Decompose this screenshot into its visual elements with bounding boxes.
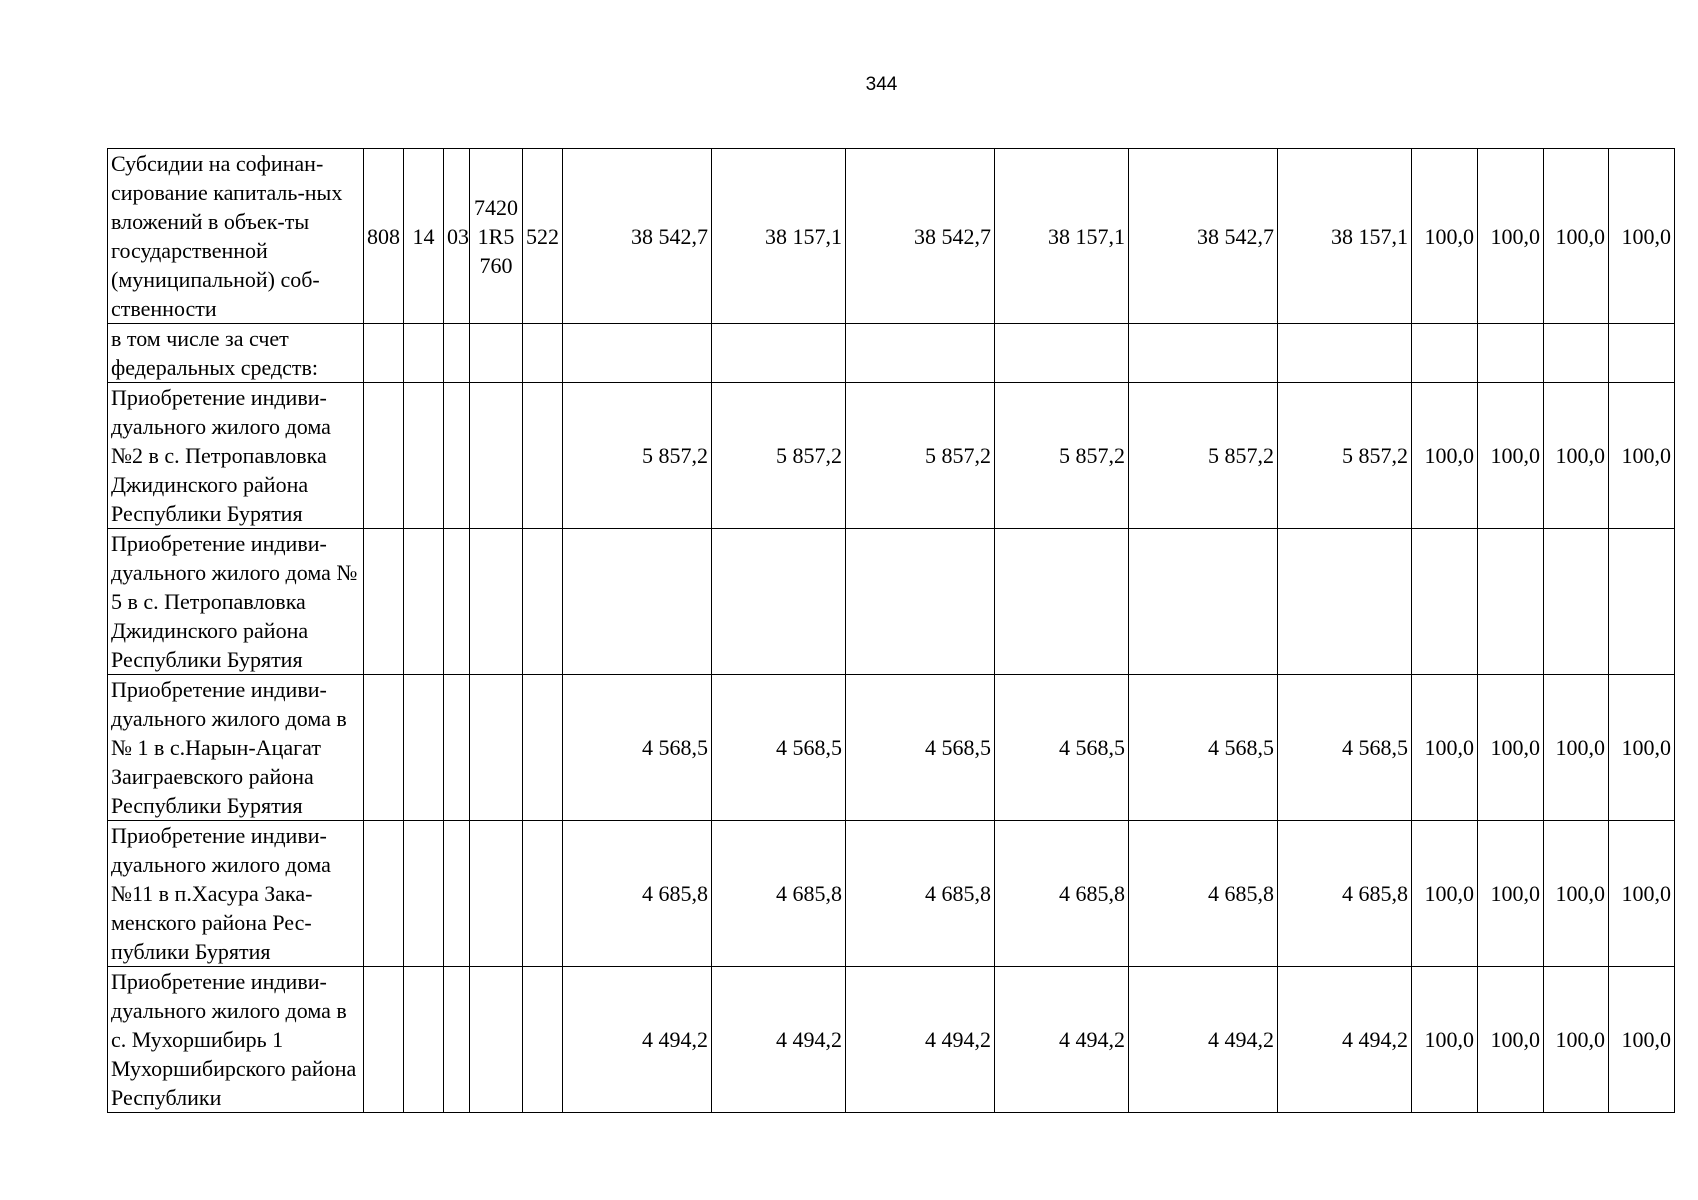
code-subsection: 03 <box>444 149 470 324</box>
code-target-article <box>470 967 523 1113</box>
value-cell: 4 685,8 <box>563 821 712 967</box>
code-expense-type <box>523 675 563 821</box>
percent-cell: 100,0 <box>1412 967 1478 1113</box>
code-section <box>404 675 444 821</box>
code-ministry <box>364 967 404 1113</box>
code-ministry <box>364 529 404 675</box>
code-expense-type <box>523 383 563 529</box>
percent-cell <box>1544 529 1609 675</box>
budget-table <box>107 148 1675 1113</box>
code-subsection <box>444 383 470 529</box>
value-cell: 4 685,8 <box>846 821 995 967</box>
value-cell: 4 685,8 <box>1278 821 1412 967</box>
value-cell: 4 568,5 <box>1278 675 1412 821</box>
code-target-article <box>470 529 523 675</box>
percent-cell <box>1544 324 1609 383</box>
code-expense-type <box>523 967 563 1113</box>
value-cell <box>1129 324 1278 383</box>
percent-cell: 100,0 <box>1609 675 1675 821</box>
percent-cell: 100,0 <box>1544 675 1609 821</box>
value-cell: 4 494,2 <box>995 967 1129 1113</box>
value-cell: 5 857,2 <box>995 383 1129 529</box>
code-target-article <box>470 821 523 967</box>
value-cell: 38 157,1 <box>995 149 1129 324</box>
value-cell <box>846 529 995 675</box>
value-cell: 4 568,5 <box>995 675 1129 821</box>
value-cell: 38 542,7 <box>1129 149 1278 324</box>
value-cell: 38 157,1 <box>1278 149 1412 324</box>
code-section: 14 <box>404 149 444 324</box>
code-subsection <box>444 967 470 1113</box>
code-section <box>404 529 444 675</box>
value-cell: 4 568,5 <box>563 675 712 821</box>
table-row <box>108 967 1675 1113</box>
value-cell: 5 857,2 <box>1278 383 1412 529</box>
value-cell: 4 685,8 <box>1129 821 1278 967</box>
value-cell: 5 857,2 <box>712 383 846 529</box>
value-cell <box>1278 324 1412 383</box>
table-row <box>108 324 1675 383</box>
percent-cell <box>1478 324 1544 383</box>
value-cell: 5 857,2 <box>563 383 712 529</box>
value-cell: 4 685,8 <box>995 821 1129 967</box>
value-cell: 4 685,8 <box>712 821 846 967</box>
row-name: Приобретение индиви-дуального жилого дома №11 в п.Хасура Зака-менского района Рес-публики Бурятия <box>108 821 364 967</box>
value-cell <box>1278 529 1412 675</box>
table-row <box>108 529 1675 675</box>
code-subsection <box>444 529 470 675</box>
value-cell: 4 568,5 <box>1129 675 1278 821</box>
value-cell <box>712 324 846 383</box>
percent-cell <box>1609 529 1675 675</box>
percent-cell: 100,0 <box>1478 675 1544 821</box>
percent-cell <box>1609 324 1675 383</box>
value-cell <box>563 529 712 675</box>
value-cell: 4 494,2 <box>712 967 846 1113</box>
code-target-article: 74201R5760 <box>470 149 523 324</box>
value-cell: 4 568,5 <box>846 675 995 821</box>
percent-cell: 100,0 <box>1544 821 1609 967</box>
percent-cell: 100,0 <box>1609 967 1675 1113</box>
value-cell: 38 157,1 <box>712 149 846 324</box>
value-cell: 5 857,2 <box>846 383 995 529</box>
percent-cell: 100,0 <box>1412 821 1478 967</box>
code-target-article <box>470 324 523 383</box>
code-expense-type <box>523 529 563 675</box>
value-cell: 4 568,5 <box>712 675 846 821</box>
value-cell: 5 857,2 <box>1129 383 1278 529</box>
row-name: Приобретение индиви-дуального жилого дома в с. Мухоршибирь 1 Мухоршибирского района Республики <box>108 967 364 1113</box>
row-name: Субсидии на софинан-сирование капиталь-ных вложений в объек-ты государственной (муниципальной) соб-ственности <box>108 149 364 324</box>
code-ministry <box>364 324 404 383</box>
value-cell <box>995 324 1129 383</box>
code-ministry <box>364 383 404 529</box>
percent-cell: 100,0 <box>1478 149 1544 324</box>
value-cell: 4 494,2 <box>1129 967 1278 1113</box>
row-name: Приобретение индиви-дуального жилого дома №2 в с. Петропавловка Джидинского района Республики Бурятия <box>108 383 364 529</box>
code-target-article <box>470 675 523 821</box>
code-expense-type <box>523 324 563 383</box>
value-cell: 4 494,2 <box>563 967 712 1113</box>
code-target-article <box>470 383 523 529</box>
code-subsection <box>444 675 470 821</box>
percent-cell: 100,0 <box>1609 821 1675 967</box>
code-subsection <box>444 821 470 967</box>
value-cell: 4 494,2 <box>846 967 995 1113</box>
value-cell <box>995 529 1129 675</box>
code-section <box>404 383 444 529</box>
percent-cell: 100,0 <box>1412 149 1478 324</box>
code-ministry: 808 <box>364 149 404 324</box>
value-cell: 38 542,7 <box>846 149 995 324</box>
code-section <box>404 821 444 967</box>
code-section <box>404 324 444 383</box>
percent-cell: 100,0 <box>1544 383 1609 529</box>
table-row <box>108 675 1675 821</box>
page-number: 344 <box>865 74 898 95</box>
percent-cell: 100,0 <box>1412 675 1478 821</box>
value-cell <box>712 529 846 675</box>
percent-cell: 100,0 <box>1544 967 1609 1113</box>
percent-cell: 100,0 <box>1478 821 1544 967</box>
percent-cell: 100,0 <box>1609 149 1675 324</box>
table-row <box>108 383 1675 529</box>
value-cell <box>1129 529 1278 675</box>
value-cell: 4 494,2 <box>1278 967 1412 1113</box>
code-section <box>404 967 444 1113</box>
code-ministry <box>364 821 404 967</box>
value-cell <box>563 324 712 383</box>
table-row <box>108 149 1675 324</box>
percent-cell: 100,0 <box>1412 383 1478 529</box>
value-cell: 38 542,7 <box>563 149 712 324</box>
percent-cell: 100,0 <box>1544 149 1609 324</box>
percent-cell: 100,0 <box>1609 383 1675 529</box>
code-expense-type: 522 <box>523 149 563 324</box>
percent-cell: 100,0 <box>1478 967 1544 1113</box>
percent-cell <box>1412 529 1478 675</box>
percent-cell: 100,0 <box>1478 383 1544 529</box>
table-row <box>108 821 1675 967</box>
row-name: в том числе за счет федеральных средств: <box>108 324 364 383</box>
row-name: Приобретение индиви-дуального жилого дома № 5 в с. Петропавловка Джидинского района Республики Бурятия <box>108 529 364 675</box>
code-ministry <box>364 675 404 821</box>
code-subsection <box>444 324 470 383</box>
code-expense-type <box>523 821 563 967</box>
percent-cell <box>1412 324 1478 383</box>
row-name: Приобретение индиви-дуального жилого дома в № 1 в с.Нарын-Ацагат Заиграевского района Республики Бурятия <box>108 675 364 821</box>
percent-cell <box>1478 529 1544 675</box>
value-cell <box>846 324 995 383</box>
